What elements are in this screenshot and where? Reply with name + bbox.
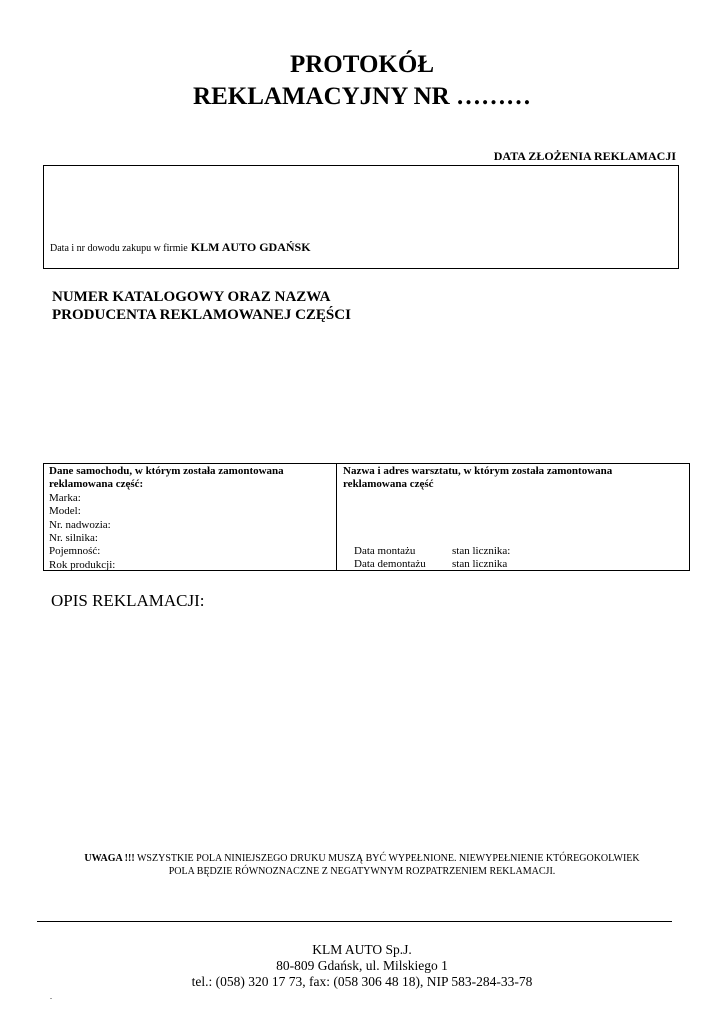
title-line2: REKLAMACYJNY NR ……… <box>193 83 531 110</box>
catalog-heading <box>52 288 351 324</box>
workshop-header-line1: Nazwa i adres warsztatu, w którym została zamontowana <box>343 465 613 477</box>
footer-line2: 80-809 Gdańsk, ul. Milskiego 1 <box>276 958 448 973</box>
mount-counter-label: stan licznika: <box>452 545 511 557</box>
purchase-label: Data i nr dowodu zakupu w firmie <box>50 243 188 254</box>
catalog-line1: NUMER KATALOGOWY ORAZ NAZWA <box>52 289 331 305</box>
field-marka: Marka: <box>49 491 81 504</box>
footer-divider <box>37 921 672 922</box>
vehicle-header-line1: Dane samochodu, w którym została zamontowana <box>49 465 284 477</box>
company-name: KLM AUTO GDAŃSK <box>190 240 311 254</box>
field-pojemnosc: Pojemność: <box>49 545 101 558</box>
corner-dot: . <box>50 992 52 1001</box>
date-label: DATA ZŁOŻENIA REKLAMACJI <box>493 149 676 163</box>
vehicle-header-line2: reklamowana część: <box>49 478 144 491</box>
opis-label: OPIS REKLAMACJI: <box>51 591 205 610</box>
vehicle-column[interactable] <box>44 464 337 570</box>
footer <box>0 942 724 990</box>
warning-text2: POLA BĘDZIE RÓWNOZNACZNE Z NEGATYWNYM ROZPATRZENIEM REKLAMACJI. <box>168 866 556 877</box>
warning-line1 <box>40 852 684 865</box>
dismount-date-label: Data demontażu <box>354 558 426 570</box>
mount-row <box>354 545 511 558</box>
footer-line3: tel.: (058) 320 17 73, fax: (058 306 48 18), NIP 583-284-33-78 <box>191 974 533 989</box>
warning-text1: WSZYSTKIE POLA NINIEJSZEGO DRUKU MUSZĄ BYĆ WYPEŁNIONE. NIEWYPEŁNIENIE KTÓREGOKOLWIEK <box>136 853 640 864</box>
vehicle-workshop-table <box>43 463 690 571</box>
catalog-line2: PRODUCENTA REKLAMOWANEJ CZĘŚCI <box>52 307 351 323</box>
field-model: Model: <box>49 505 81 518</box>
purchase-line <box>50 240 311 255</box>
footer-line1: KLM AUTO Sp.J. <box>312 942 412 957</box>
field-nadwozie: Nr. nadwozia: <box>49 518 111 531</box>
workshop-column[interactable] <box>337 464 689 570</box>
title-line1: PROTOKÓŁ <box>289 51 434 78</box>
dismount-counter-label: stan licznika <box>452 558 508 570</box>
field-silnik: Nr. silnika: <box>49 532 98 545</box>
workshop-header-line2: reklamowana część <box>343 478 434 491</box>
dismount-row <box>354 558 508 571</box>
warning-bold: UWAGA !!! <box>84 853 135 864</box>
field-rok-produkcji: Rok produkcji: <box>49 558 116 571</box>
mount-date-label: Data montażu <box>354 545 416 557</box>
warning-note <box>40 852 684 878</box>
